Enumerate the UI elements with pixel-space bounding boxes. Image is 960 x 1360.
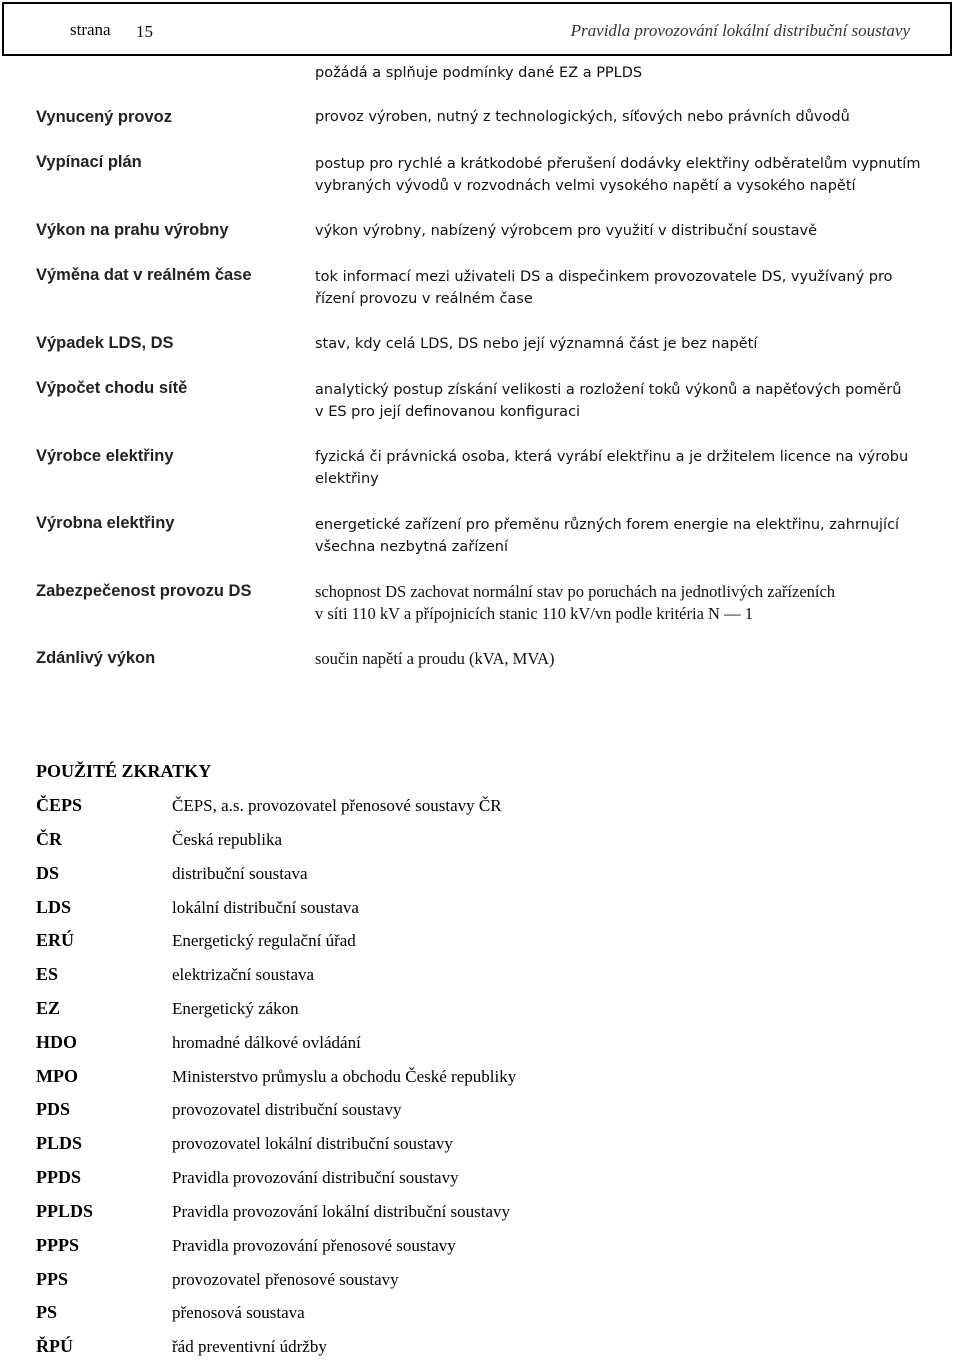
abbreviation: PPS (36, 1269, 69, 1289)
abbreviation-meaning: Energetický zákon (172, 999, 299, 1018)
abbreviation: PPLDS (36, 1201, 94, 1221)
abbreviation: HDO (36, 1032, 78, 1052)
abbreviation: ERÚ (36, 930, 75, 950)
abbreviation-meaning: ČEPS, a.s. provozovatel přenosové soustavy ČR (172, 796, 502, 815)
definition-term: Vypínací plán (36, 153, 142, 171)
abbreviation-meaning: hromadné dálkové ovládání (172, 1033, 361, 1052)
abbreviation-meaning: Ministerstvo průmyslu a obchodu České republiky (172, 1067, 517, 1086)
definition-desc: analytický postup získání velikosti a rozložení toků výkonů a napěťových poměrů (315, 382, 902, 398)
definition-desc: řízení provozu v reálném čase (315, 291, 533, 307)
abbreviation-meaning: Pravidla provozování distribuční soustavy (172, 1168, 459, 1187)
definition-term: Výkon na prahu výrobny (36, 221, 229, 239)
abbreviation-meaning: provozovatel distribuční soustavy (172, 1100, 402, 1119)
abbreviation-meaning: Pravidla provozování přenosové soustavy (172, 1236, 456, 1255)
abbreviation: PLDS (36, 1133, 83, 1153)
definition-desc: provoz výroben, nutný z technologických, síťových nebo právních důvodů (315, 109, 850, 125)
abbreviation: ČR (36, 829, 62, 849)
page-label: strana (70, 20, 111, 39)
definition-term: Výměna dat v reálném čase (36, 266, 252, 284)
definition-desc: postup pro rychlé a krátkodobé přerušení dodávky elektřiny odběratelům vypnutím (315, 156, 921, 172)
abbreviation-meaning: provozovatel lokální distribuční soustavy (172, 1134, 453, 1153)
abbreviation: PPDS (36, 1167, 81, 1187)
abbreviation-meaning: přenosová soustava (172, 1303, 305, 1322)
abbreviation: EZ (36, 998, 61, 1018)
abbreviation-meaning: provozovatel přenosové soustavy (172, 1270, 399, 1289)
intro-line: požádá a splňuje podmínky dané EZ a PPLDS (315, 65, 643, 81)
abbreviation-meaning: distribuční soustava (172, 864, 308, 883)
definition-desc: v síti 110 kV a přípojnicích stanic 110 kV/vn podle kritéria N — 1 (315, 604, 753, 623)
abbreviation: PPPS (36, 1235, 79, 1255)
definition-desc: v ES pro její definovanou konfiguraci (315, 404, 581, 420)
abbreviation-meaning: Pravidla provozování lokální distribuční soustavy (172, 1202, 511, 1221)
definition-desc: všechna nezbytná zařízení (315, 539, 509, 555)
abbreviation: ŘPÚ (36, 1336, 73, 1356)
abbreviation: PDS (36, 1099, 71, 1119)
definition-desc: vybraných vývodů v rozvodnách velmi vysokého napětí a vysokého napětí (315, 178, 856, 194)
definition-desc: fyzická či právnická osoba, která vyrábí elektřinu a je držitelem licence na výrobu (315, 449, 909, 465)
definition-desc: elektřiny (315, 471, 379, 487)
definition-term: Výpočet chodu sítě (36, 379, 188, 397)
definition-term: Výrobna elektřiny (36, 514, 175, 532)
definition-desc: schopnost DS zachovat normální stav po poruchách na jednotlivých zařízeních (315, 582, 836, 601)
abbreviation-meaning: řád preventivní údržby (172, 1337, 327, 1356)
abbreviation-meaning: lokální distribuční soustava (172, 898, 359, 917)
definition-desc: tok informací mezi uživateli DS a dispečinkem provozovatele DS, využívaný pro (315, 269, 893, 285)
abbreviation: LDS (36, 897, 72, 917)
definition-term: Zdánlivý výkon (36, 649, 156, 667)
page-header (2, 2, 952, 56)
abbreviation-meaning: Česká republika (172, 830, 282, 849)
definition-desc: stav, kdy celá LDS, DS nebo její významná část je bez napětí (315, 336, 758, 352)
definition-term: Vynucený provoz (36, 108, 173, 126)
definition-desc: součin napětí a proudu (kVA, MVA) (315, 649, 555, 668)
abbreviation-meaning: elektrizační soustava (172, 965, 315, 984)
definition-desc: výkon výrobny, nabízený výrobcem pro využití v distribuční soustavě (315, 223, 818, 239)
definition-desc: energetické zařízení pro přeměnu různých forem energie na elektřinu, zahrnující (315, 517, 900, 533)
abbreviation: DS (36, 863, 60, 883)
abbreviation: ES (36, 964, 59, 984)
abbreviation: MPO (36, 1066, 78, 1086)
abbreviations-heading: POUŽITÉ ZKRATKY (36, 761, 212, 781)
definition-term: Zabezpečenost provozu DS (36, 582, 252, 600)
abbreviation: ČEPS (36, 795, 83, 815)
definition-term: Výrobce elektřiny (36, 447, 174, 465)
definition-term: Výpadek LDS, DS (36, 334, 174, 352)
abbreviation: PS (36, 1302, 58, 1322)
document-title: Pravidla provozování lokální distribuční soustavy (570, 21, 910, 40)
page-number: 15 (136, 22, 153, 41)
abbreviation-meaning: Energetický regulační úřad (172, 931, 356, 950)
